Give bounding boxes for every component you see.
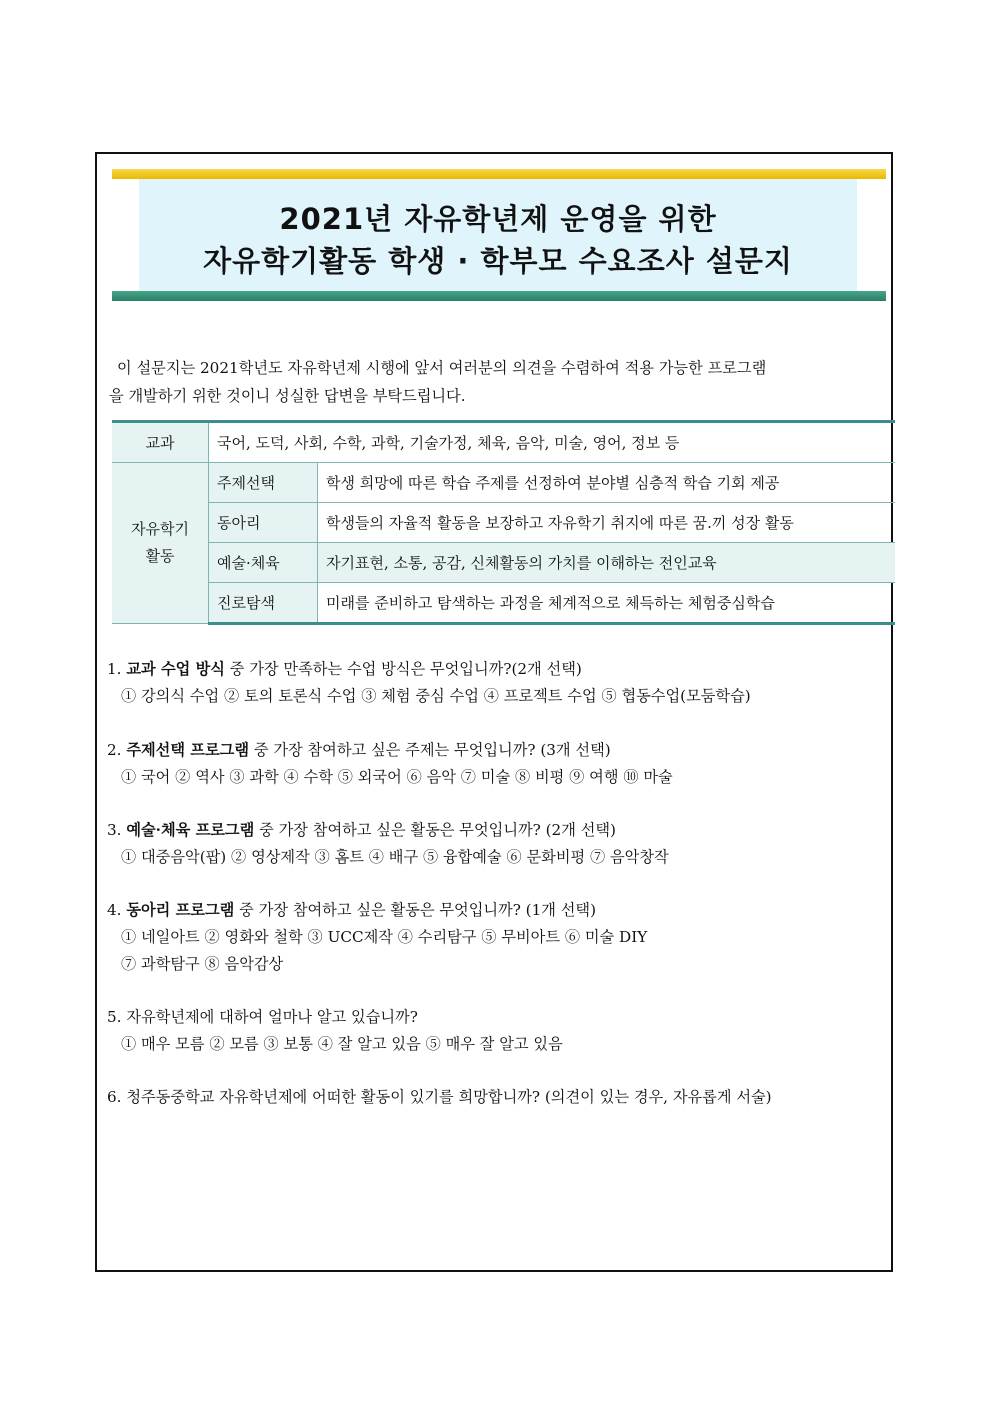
activity-label: 자유학기 활동 (112, 463, 209, 624)
question-body: 중 가장 참여하고 싶은 주제는 무엇입니까? (3개 선택) (249, 741, 611, 759)
activity-desc: 학생 희망에 따른 학습 주제를 선정하여 분야별 심층적 학습 기회 제공 (318, 463, 896, 503)
question-3 (107, 817, 669, 871)
question-number: 1. (107, 660, 122, 678)
activity-desc: 미래를 준비하고 탐색하는 과정을 체계적으로 체득하는 체험중심학습 (318, 583, 896, 624)
table-row (112, 543, 895, 583)
title-bottom-bar (112, 291, 886, 301)
question-keyword: 주제선택 프로그램 (126, 741, 249, 759)
table-row (112, 463, 895, 503)
question-body: 자유학년제에 대하여 얼마나 알고 있습니까? (121, 1008, 418, 1026)
question-body: 중 가장 참여하고 싶은 활동은 무엇입니까? (1개 선택) (234, 901, 597, 919)
survey-frame (95, 152, 893, 1272)
subject-value: 국어, 도덕, 사회, 수학, 과학, 기술가정, 체육, 음악, 미술, 영어, 정보 등 (209, 422, 896, 463)
question-4-options-line-1: ① 네일아트 ② 영화와 철학 ③ UCC제작 ④ 수리탐구 ⑤ 무비아트 ⑥ 미술 DIY (121, 928, 648, 946)
intro-line-2: 을 개발하기 위한 것이니 성실한 답변을 부탁드립니다. (109, 387, 466, 405)
title-top-bar (112, 169, 886, 179)
question-body: 중 가장 참여하고 싶은 활동은 무엇입니까? (2개 선택) (254, 821, 616, 839)
question-number: 4. (107, 901, 122, 919)
question-number: 2. (107, 741, 122, 759)
question-3-options: ① 대중음악(팝) ② 영상제작 ③ 홈트 ④ 배구 ⑤ 융합예술 ⑥ 문화비평 ⑦ 음악창작 (121, 848, 669, 866)
question-body: 청주동중학교 자유학년제에 어떠한 활동이 있기를 희망합니까? (의견이 있는 경우, 자유롭게 서술) (121, 1088, 772, 1106)
title-box (139, 179, 857, 291)
activity-desc: 학생들의 자율적 활동을 보장하고 자유학기 취지에 따른 꿈.끼 성장 활동 (318, 503, 896, 543)
question-4-options-line-2: ⑦ 과학탐구 ⑧ 음악감상 (121, 955, 284, 973)
question-2-text (107, 737, 673, 764)
question-1 (107, 656, 751, 710)
question-1-options: ① 강의식 수업 ② 토의 토론식 수업 ③ 체험 중심 수업 ④ 프로젝트 수업 ⑤ 협동수업(모둠학습) (121, 687, 751, 705)
subject-label: 교과 (112, 422, 209, 463)
question-6 (107, 1084, 772, 1111)
question-3-text (107, 817, 669, 844)
intro-paragraph (109, 354, 885, 410)
question-keyword: 동아리 프로그램 (126, 901, 235, 919)
question-4 (107, 897, 647, 978)
question-body: 중 가장 만족하는 수업 방식은 무엇입니까?(2개 선택) (224, 660, 582, 678)
table-row (112, 503, 895, 543)
question-2 (107, 737, 673, 791)
program-table (112, 420, 895, 625)
question-4-text (107, 897, 647, 924)
question-number: 6. (107, 1088, 122, 1106)
activity-name: 동아리 (209, 503, 318, 543)
question-2-options: ① 국어 ② 역사 ③ 과학 ④ 수학 ⑤ 외국어 ⑥ 음악 ⑦ 미술 ⑧ 비평 ⑨ 여행 ⑩ 마술 (121, 768, 673, 786)
intro-line-1: 이 설문지는 2021학년도 자유학년제 시행에 앞서 여러분의 의견을 수렴하여 적용 가능한 프로그램 (117, 359, 767, 377)
question-1-text (107, 656, 751, 683)
table-row-subject (112, 422, 895, 463)
question-5-options: ① 매우 모름 ② 모름 ③ 보통 ④ 잘 알고 있음 ⑤ 매우 잘 알고 있음 (121, 1035, 563, 1053)
question-keyword: 교과 수업 방식 (126, 660, 225, 678)
question-5 (107, 1004, 563, 1058)
question-5-text (107, 1004, 563, 1031)
table-row (112, 583, 895, 624)
activity-name: 예술·체육 (209, 543, 318, 583)
question-keyword: 예술·체육 프로그램 (126, 821, 255, 839)
activity-name: 진로탐색 (209, 583, 318, 624)
activity-name: 주제선택 (209, 463, 318, 503)
question-number: 5. (107, 1008, 122, 1026)
activity-desc: 자기표현, 소통, 공감, 신체활동의 가치를 이해하는 전인교육 (318, 543, 896, 583)
question-6-text (107, 1084, 772, 1111)
question-number: 3. (107, 821, 122, 839)
title-line-2: 자유학기활동 학생 · 학부모 수요조사 설문지 (203, 244, 793, 278)
title-line-1: 2021년 자유학년제 운영을 위한 (279, 202, 717, 236)
